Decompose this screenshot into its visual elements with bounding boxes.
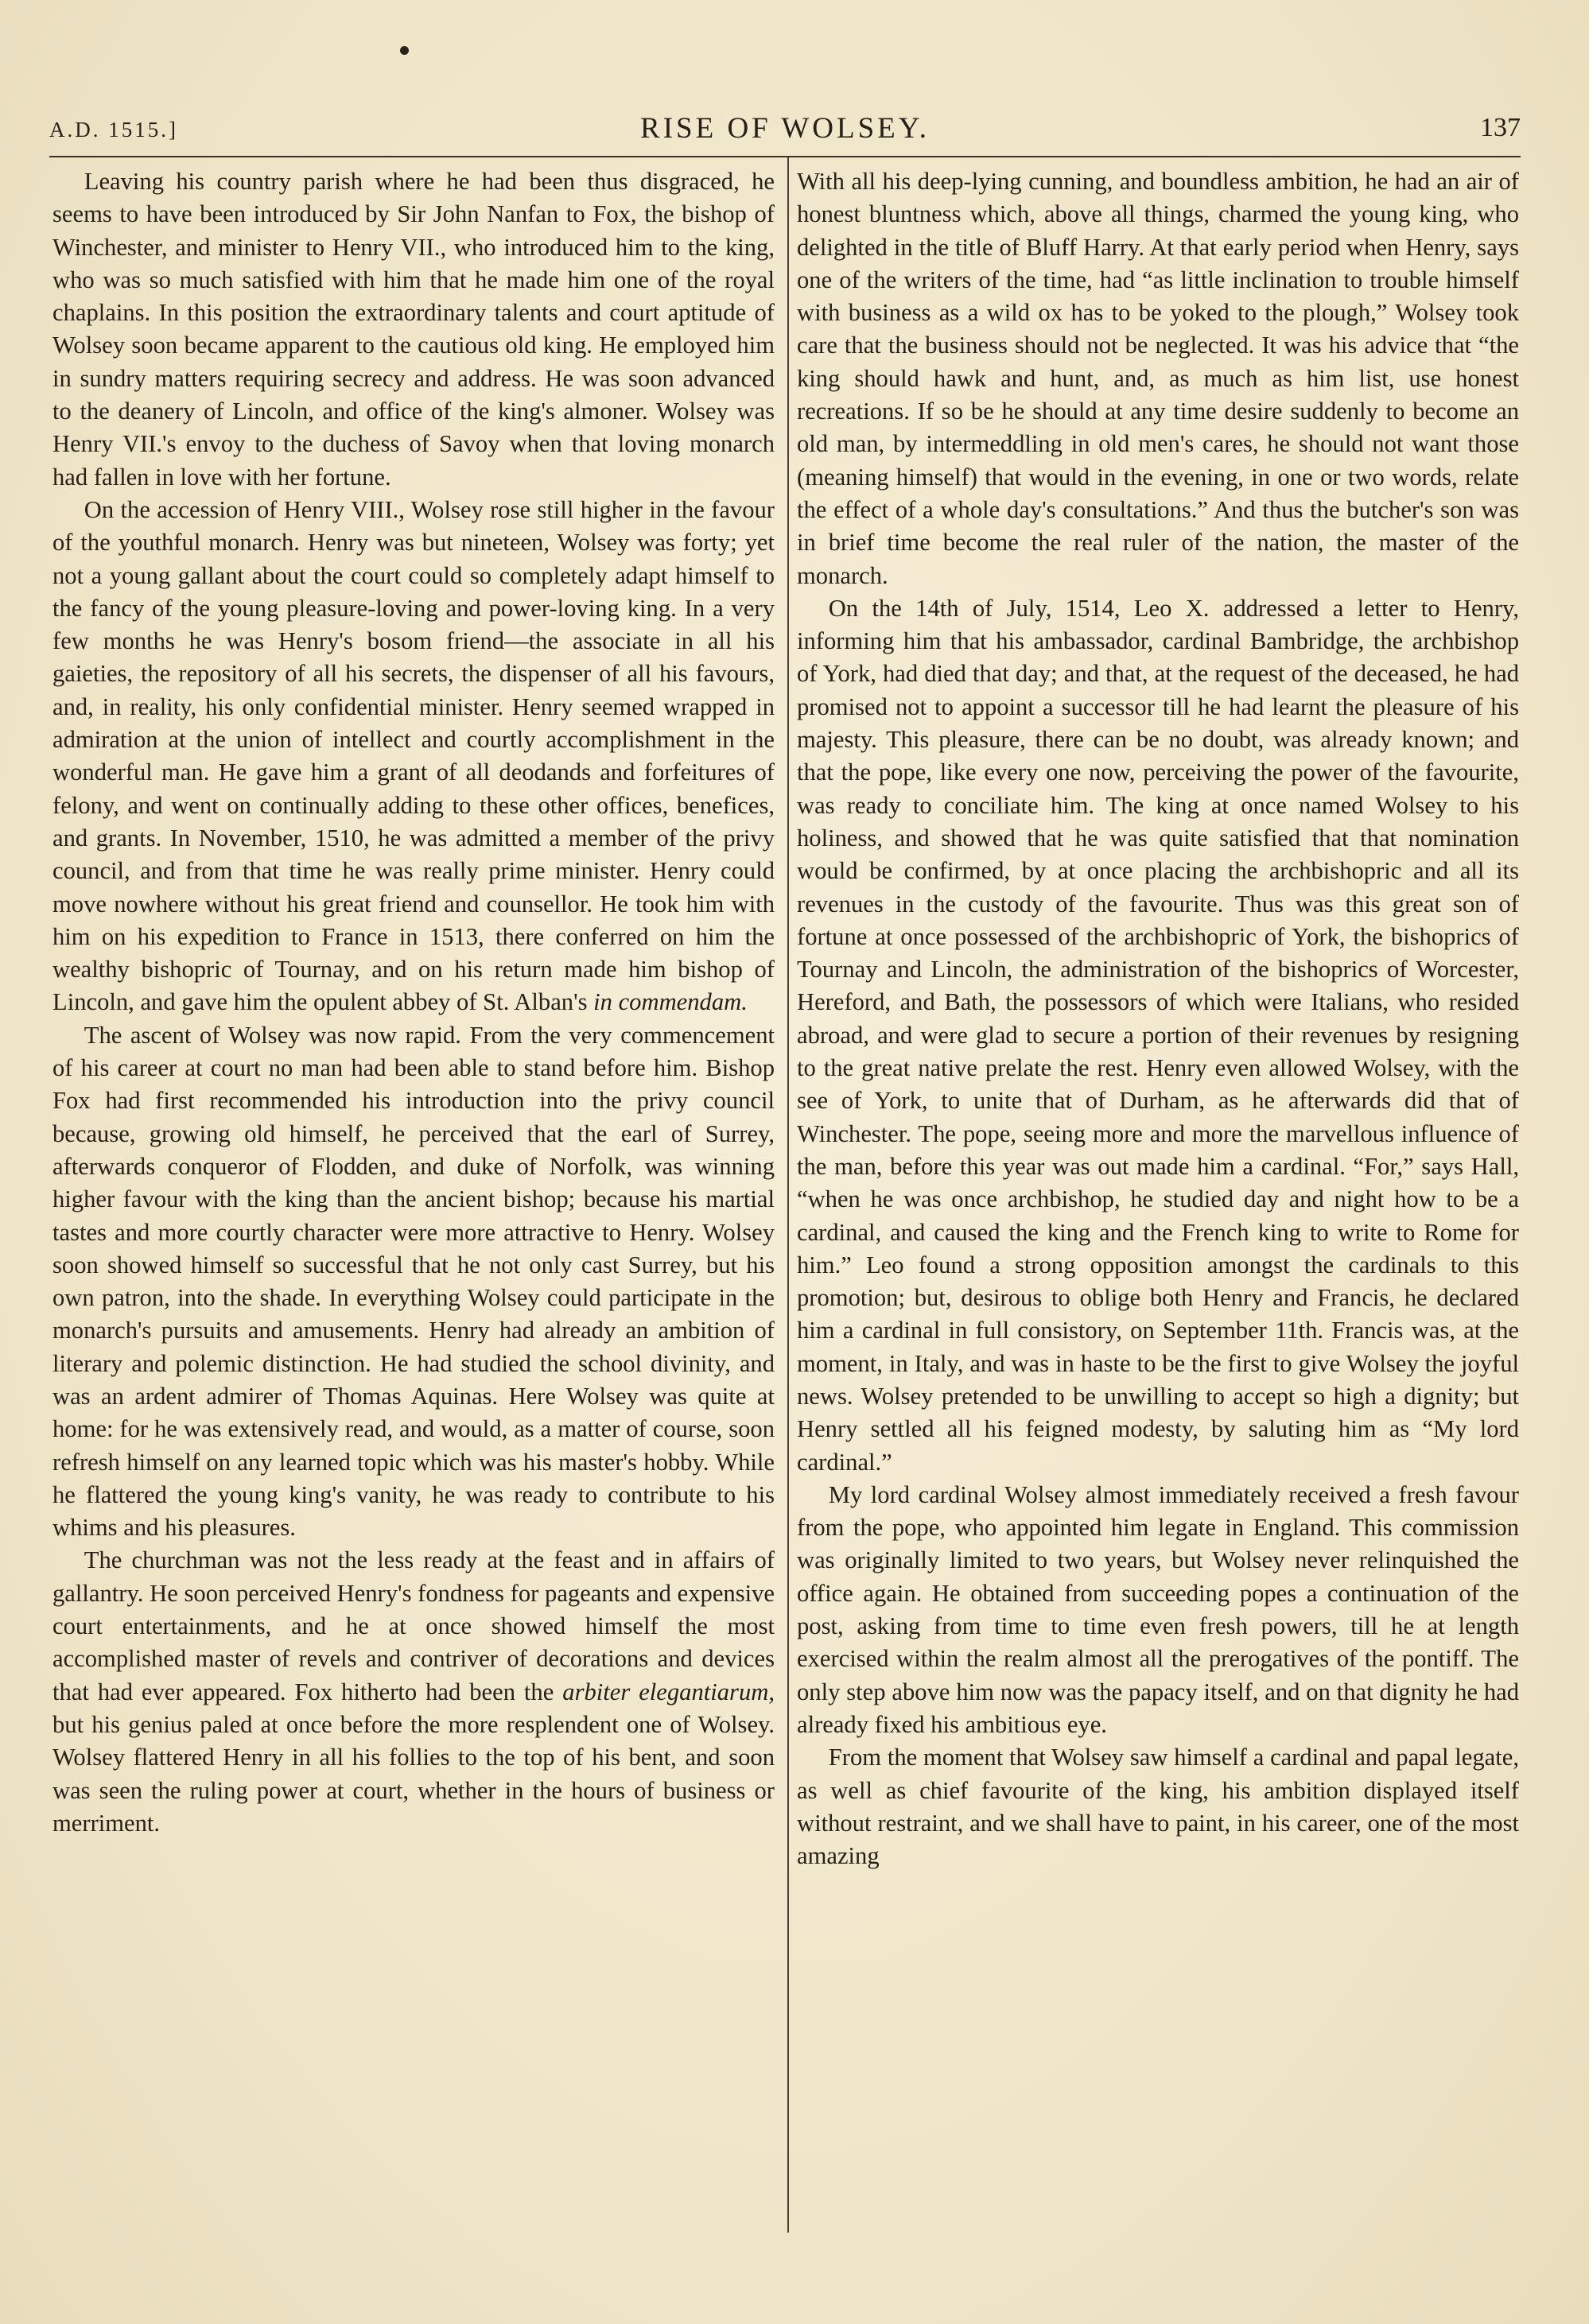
paragraph: The churchman was not the less ready at the feast and in affairs of gallantry. He soon perceived Henry's fondness for pageants and expensive court entertainments, and he at once showed himself the most accomplished master of revels and contriver of decorations and devices that had ever appeared. Fox hitherto had been the arbiter elegantiarum, but his genius paled at once before the more resplendent one of Wolsey. Wolsey flattered Henry in all his follies to the top of his bent, and soon was seen the ruling power at court, whether in the hours of business or merriment. [52, 1546, 775, 1837]
right-column [797, 165, 1519, 1872]
paragraph: With all his deep-lying cunning, and boundless ambition, he had an air of honest bluntness which, above all things, charmed the young king, who delighted in the title of Bluff Harry. At that early period when Henry, says one of the writers of the time, had “as little inclination to trouble himself with business as a wild ox has to be yoked to the plough,” Wolsey took care that the business should not be neglected. It was his advice that “the king should hawk and hunt, and, as much as him list, use honest recreations. If so be he should at any time desire suddenly to become an old man, by intermeddling in old men's cares, he should not want those (meaning himself) that would in the evening, in one or two words, relate the effect of a whole day's consultations.” And thus the butcher's son was in brief time become the real ruler of the nation, the master of the monarch. [797, 168, 1519, 589]
header-rule [49, 156, 1521, 157]
paragraph: From the moment that Wolsey saw himself a cardinal and papal legate, as well as chief favourite of the king, his ambition displayed itself without restraint, and we shall have to paint, in his career, one of the most amazing [797, 1744, 1519, 1870]
paragraph: On the 14th of July, 1514, Leo X. addressed a letter to Henry, informing him that his ambassador, cardinal Bambridge, the archbishop of York, had died that day; and that, at the request of the deceased, he had promised not to appoint a successor till he had learnt the pleasure of his majesty. This pleasure, there can be no doubt, was already known; and that the pope, like every one now, perceiving the power of the favourite, was ready to conciliate him. The king at once named Wolsey to his holiness, and showed that he was quite satisfied that that nomination would be confirmed, by at once placing the archbishopric and all its revenues in the custody of the favourite. Thus was this great son of fortune at once possessed of the archbishopric of York, the bishoprics of Tournay and Lincoln, the administration of the bishoprics of Worcester, Hereford, and Bath, the possessors of which were Italians, who resided abroad, and were glad to secure a portion of their revenues by resigning to the great native prelate the rest. Henry even allowed Wolsey, with the see of York, to unite that of Durham, as he afterwards did that of Winchester. The pope, seeing more and more the marvellous influence of the man, before this year was out made him a cardinal. “For,” says Hall, “when he was once archbishop, he studied day and night how to be a cardinal, and caused the king and the French king to write to Rome for him.” Leo found a strong opposition amongst the cardinals to this promotion; but, desirous to oblige both Henry and Francis, he declared him a cardinal in full consistory, on September 11th. Francis was, at the moment, in Italy, and was in haste to be the first to give Wolsey the joyful news. Wolsey pretended to be unwilling to accept so high a dignity; but Henry settled all his feigned modesty, by saluting him as “My lord cardinal.” [797, 594, 1519, 1476]
left-column [52, 165, 775, 1840]
paragraph: Leaving his country parish where he had been thus disgraced, he seems to have been introduced by Sir John Nanfan to Fox, the bishop of Winchester, and minister to Henry VII., who introduced him to the king, who was so much satisfied with him that he made him one of the royal chaplains. In this position the extraordinary talents and court aptitude of Wolsey soon became apparent to the cautious old king. He employed him in sundry matters requiring secrecy and address. He was soon advanced to the deanery of Lincoln, and office of the king's almoner. Wolsey was Henry VII.'s envoy to the duchess of Savoy when that loving monarch had fallen in love with her fortune. [52, 168, 775, 491]
column-divider [787, 157, 789, 2233]
paragraph: On the accession of Henry VIII., Wolsey rose still higher in the favour of the youthful monarch. Henry was but nineteen, Wolsey was forty; yet not a young gallant about the court could so completely adapt himself to the fancy of the young pleasure-loving and power-loving king. In a very few months he was Henry's bosom friend—the associate in all his gaieties, the repository of all his secrets, the dispenser of all his favours, and, in reality, his only confidential minister. Henry seemed wrapped in admiration at the union of intellect and courtly accomplishment in the wonderful man. He gave him a grant of all deodands and forfeitures of felony, and went on continually adding to these other offices, benefices, and grants. In November, 1510, he was admitted a member of the privy council, and from that time he was really prime minister. Henry could move nowhere without his great friend and counsellor. He took him with him on his expedition to France in 1513, there conferred on him the wealthy bishopric of Tournay, and on his return made him bishop of Lincoln, and gave him the opulent abbey of St. Alban's in commendam. [52, 495, 775, 1016]
page-number: 137 [1480, 113, 1521, 142]
ink-speck [400, 46, 409, 55]
running-header [49, 111, 1521, 151]
header-date: A.D. 1515.] [49, 118, 178, 142]
header-title: RISE OF WOLSEY. [640, 112, 930, 145]
paragraph: The ascent of Wolsey was now rapid. From the very commencement of his career at court no man had been able to stand before him. Bishop Fox had first recommended his introduction into the privy council because, growing old himself, he perceived that the earl of Surrey, afterwards conqueror of Flodden, and duke of Norfolk, was winning higher favour with the king than the ancient bishop; because his martial tastes and more courtly character were more attractive to Henry. Wolsey soon showed himself so successful that he not only cast Surrey, but his own patron, into the shade. In everything Wolsey could participate in the monarch's pursuits and amusements. Henry had already an ambition of literary and polemic distinction. He had studied the school divinity, and was an ardent admirer of Thomas Aquinas. Here Wolsey was quite at home: for he was extensively read, and would, as a matter of course, soon refresh himself on any learned topic which was his master's hobby. While he flattered the young king's vanity, he was ready to contribute to his whims and his pleasures. [52, 1021, 775, 1542]
paragraph: My lord cardinal Wolsey almost immediately received a fresh favour from the pope, who appointed him legate in England. This commission was originally limited to two years, but Wolsey never relinquished the office again. He obtained from succeeding popes a continuation of the post, asking from time to time even fresh powers, till he at length exercised within the realm almost all the prerogatives of the pontiff. The only step above him now was the papacy itself, and on that dignity he had already fixed his ambitious eye. [797, 1480, 1519, 1738]
